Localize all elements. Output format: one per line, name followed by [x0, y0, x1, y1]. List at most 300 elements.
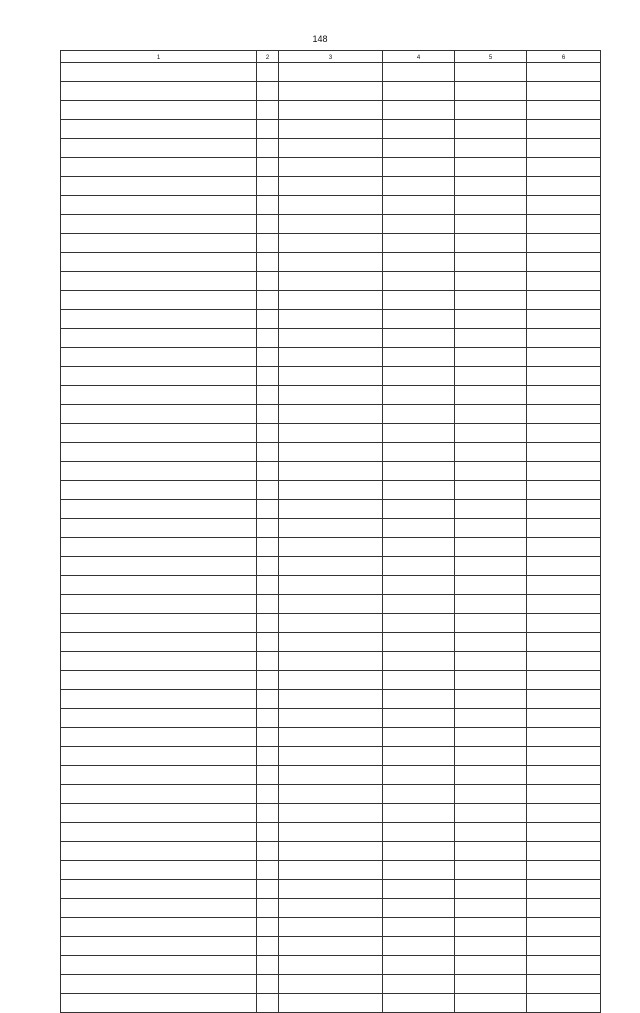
table-cell [455, 785, 527, 804]
table-cell [61, 424, 257, 443]
table-cell [257, 804, 279, 823]
table-cell [383, 424, 455, 443]
table-cell [279, 785, 383, 804]
table-cell [61, 880, 257, 899]
table-cell [455, 500, 527, 519]
table-cell [61, 367, 257, 386]
table-cell [279, 291, 383, 310]
table-cell [279, 690, 383, 709]
table-cell [455, 253, 527, 272]
table-cell [279, 880, 383, 899]
page-number: 148 [312, 34, 328, 44]
table-cell [279, 671, 383, 690]
table-cell [455, 405, 527, 424]
table-cell [61, 842, 257, 861]
column-number: 1 [61, 51, 257, 63]
table-cell [279, 633, 383, 652]
table-cell [527, 348, 601, 367]
table-cell [383, 918, 455, 937]
table-cell [383, 785, 455, 804]
table-cell [279, 348, 383, 367]
table-cell [527, 595, 601, 614]
table-cell [455, 177, 527, 196]
table-cell [383, 766, 455, 785]
report-body [61, 63, 601, 1013]
table-cell [527, 842, 601, 861]
table-cell [527, 519, 601, 538]
table-cell [383, 975, 455, 994]
table-cell [257, 994, 279, 1013]
table-row [61, 291, 601, 310]
table-row [61, 880, 601, 899]
table-cell [383, 614, 455, 633]
table-cell [257, 861, 279, 880]
table-cell [383, 272, 455, 291]
table-cell [61, 481, 257, 500]
table-cell [279, 766, 383, 785]
table-cell [257, 709, 279, 728]
table-row [61, 500, 601, 519]
table-cell [279, 196, 383, 215]
table-cell [455, 766, 527, 785]
table-row [61, 101, 601, 120]
report-table [60, 50, 601, 1013]
table-cell [257, 899, 279, 918]
table-cell [383, 652, 455, 671]
table-cell [257, 728, 279, 747]
table-cell [279, 329, 383, 348]
table-row [61, 747, 601, 766]
table-cell [527, 557, 601, 576]
table-cell [61, 671, 257, 690]
table-cell [279, 253, 383, 272]
column-number: 2 [257, 51, 279, 63]
table-cell [527, 253, 601, 272]
table-cell [455, 291, 527, 310]
table-cell [383, 500, 455, 519]
table-row [61, 253, 601, 272]
table-row [61, 671, 601, 690]
table-row [61, 538, 601, 557]
table-cell [61, 709, 257, 728]
table-cell [383, 747, 455, 766]
table-cell [257, 139, 279, 158]
table-row [61, 576, 601, 595]
table-cell [257, 975, 279, 994]
table-cell [383, 937, 455, 956]
table-cell [279, 937, 383, 956]
table-cell [257, 253, 279, 272]
table-cell [279, 158, 383, 177]
table-cell [383, 595, 455, 614]
table-cell [455, 272, 527, 291]
table-cell [527, 576, 601, 595]
table-cell [257, 272, 279, 291]
table-cell [383, 310, 455, 329]
table-cell [383, 462, 455, 481]
table-cell [527, 671, 601, 690]
column-number: 5 [455, 51, 527, 63]
table-cell [61, 101, 257, 120]
table-cell [455, 101, 527, 120]
table-cell [257, 918, 279, 937]
table-cell [61, 215, 257, 234]
table-cell [61, 538, 257, 557]
table-cell [257, 595, 279, 614]
table-row [61, 652, 601, 671]
table-cell [61, 234, 257, 253]
table-cell [61, 766, 257, 785]
table-cell [527, 101, 601, 120]
table-cell [257, 405, 279, 424]
table-cell [455, 709, 527, 728]
table-cell [527, 272, 601, 291]
table-cell [527, 899, 601, 918]
table-cell [455, 234, 527, 253]
table-cell [527, 424, 601, 443]
table-cell [455, 462, 527, 481]
table-cell [455, 842, 527, 861]
table-cell [455, 424, 527, 443]
table-cell [455, 196, 527, 215]
table-cell [257, 823, 279, 842]
table-cell [61, 120, 257, 139]
table-cell [527, 367, 601, 386]
table-row [61, 367, 601, 386]
table-cell [257, 690, 279, 709]
table-cell [383, 728, 455, 747]
table-cell [383, 101, 455, 120]
table-row [61, 994, 601, 1013]
table-cell [61, 785, 257, 804]
table-cell [455, 557, 527, 576]
table-cell [279, 861, 383, 880]
table-cell [257, 234, 279, 253]
table-row [61, 842, 601, 861]
table-cell [61, 899, 257, 918]
table-cell [61, 139, 257, 158]
table-cell [279, 177, 383, 196]
table-cell [455, 443, 527, 462]
table-cell [61, 614, 257, 633]
table-cell [61, 690, 257, 709]
table-cell [257, 956, 279, 975]
table-cell [257, 215, 279, 234]
table-cell [279, 500, 383, 519]
table-cell [455, 823, 527, 842]
table-row [61, 405, 601, 424]
table-cell [455, 994, 527, 1013]
table-cell [455, 899, 527, 918]
table-row [61, 937, 601, 956]
table-cell [455, 139, 527, 158]
table-row [61, 709, 601, 728]
table-cell [455, 690, 527, 709]
table-cell [383, 120, 455, 139]
table-row [61, 766, 601, 785]
table-row [61, 310, 601, 329]
table-cell [279, 519, 383, 538]
table-row [61, 690, 601, 709]
table-row [61, 272, 601, 291]
table-cell [61, 253, 257, 272]
table-cell [279, 994, 383, 1013]
table-cell [383, 481, 455, 500]
table-cell [527, 196, 601, 215]
table-cell [383, 633, 455, 652]
table-cell [279, 804, 383, 823]
table-row [61, 348, 601, 367]
table-cell [527, 386, 601, 405]
table-cell [279, 709, 383, 728]
table-row [61, 424, 601, 443]
table-cell [257, 671, 279, 690]
table-cell [383, 82, 455, 101]
table-cell [383, 215, 455, 234]
table-cell [279, 120, 383, 139]
table-row [61, 443, 601, 462]
table-cell [383, 367, 455, 386]
table-cell [383, 348, 455, 367]
table-cell [527, 804, 601, 823]
table-cell [527, 728, 601, 747]
table-cell [257, 747, 279, 766]
table-cell [527, 177, 601, 196]
table-cell [279, 462, 383, 481]
table-cell [527, 766, 601, 785]
table-cell [527, 918, 601, 937]
table-cell [527, 234, 601, 253]
table-cell [257, 652, 279, 671]
table-cell [61, 500, 257, 519]
table-cell [383, 253, 455, 272]
table-cell [257, 386, 279, 405]
table-row [61, 196, 601, 215]
table-cell [61, 63, 257, 82]
table-cell [527, 158, 601, 177]
table-cell [455, 918, 527, 937]
table-cell [61, 196, 257, 215]
table-cell [455, 519, 527, 538]
table-row [61, 728, 601, 747]
table-cell [527, 633, 601, 652]
table-cell [527, 937, 601, 956]
table-cell [61, 519, 257, 538]
table-cell [383, 386, 455, 405]
column-number: 4 [383, 51, 455, 63]
table-cell [527, 994, 601, 1013]
table-cell [383, 842, 455, 861]
table-cell [279, 595, 383, 614]
table-cell [257, 937, 279, 956]
table-cell [527, 139, 601, 158]
table-cell [257, 633, 279, 652]
table-cell [383, 861, 455, 880]
table-cell [527, 63, 601, 82]
table-cell [383, 804, 455, 823]
table-row [61, 63, 601, 82]
table-cell [527, 823, 601, 842]
table-cell [61, 462, 257, 481]
table-cell [527, 652, 601, 671]
table-cell [61, 918, 257, 937]
table-cell [455, 481, 527, 500]
table-cell [279, 310, 383, 329]
table-cell [61, 310, 257, 329]
table-row [61, 918, 601, 937]
table-cell [279, 557, 383, 576]
table-cell [257, 519, 279, 538]
table-cell [455, 956, 527, 975]
table-cell [279, 823, 383, 842]
table-row [61, 899, 601, 918]
table-cell [279, 538, 383, 557]
table-cell [257, 481, 279, 500]
table-cell [257, 462, 279, 481]
table-cell [383, 405, 455, 424]
table-cell [455, 215, 527, 234]
table-cell [279, 918, 383, 937]
table-cell [527, 481, 601, 500]
table-cell [279, 975, 383, 994]
table-cell [61, 994, 257, 1013]
table-cell [61, 595, 257, 614]
table-cell [383, 899, 455, 918]
table-cell [527, 975, 601, 994]
table-cell [527, 215, 601, 234]
table-cell [257, 348, 279, 367]
table-cell [257, 880, 279, 899]
table-cell [279, 842, 383, 861]
table-cell [383, 956, 455, 975]
table-cell [279, 747, 383, 766]
table-cell [279, 443, 383, 462]
table-cell [455, 158, 527, 177]
table-cell [455, 329, 527, 348]
table-cell [61, 956, 257, 975]
table-row [61, 481, 601, 500]
table-row [61, 82, 601, 101]
table-cell [257, 576, 279, 595]
table-cell [279, 576, 383, 595]
table-cell [61, 158, 257, 177]
table-cell [383, 158, 455, 177]
table-cell [257, 101, 279, 120]
table-cell [279, 82, 383, 101]
table-cell [257, 443, 279, 462]
table-cell [279, 614, 383, 633]
table-cell [455, 367, 527, 386]
table-cell [455, 975, 527, 994]
table-cell [61, 348, 257, 367]
table-row [61, 633, 601, 652]
table-cell [455, 671, 527, 690]
table-row [61, 139, 601, 158]
table-cell [257, 785, 279, 804]
table-row [61, 386, 601, 405]
table-row [61, 329, 601, 348]
table-cell [455, 937, 527, 956]
table-cell [257, 63, 279, 82]
table-cell [61, 576, 257, 595]
table-cell [61, 272, 257, 291]
table-row [61, 614, 601, 633]
table-cell [455, 120, 527, 139]
table-cell [61, 937, 257, 956]
table-cell [257, 291, 279, 310]
table-cell [527, 82, 601, 101]
table-cell [279, 899, 383, 918]
table-cell [383, 538, 455, 557]
table-cell [527, 880, 601, 899]
table-cell [61, 177, 257, 196]
table-cell [455, 538, 527, 557]
table-cell [383, 329, 455, 348]
table-row [61, 462, 601, 481]
table-row [61, 519, 601, 538]
table-cell [527, 538, 601, 557]
table-cell [383, 63, 455, 82]
table-cell [455, 386, 527, 405]
table-cell [455, 614, 527, 633]
table-cell [383, 994, 455, 1013]
table-cell [61, 804, 257, 823]
table-cell [527, 120, 601, 139]
table-cell [383, 139, 455, 158]
table-row [61, 215, 601, 234]
table-cell [455, 576, 527, 595]
table-cell [527, 462, 601, 481]
table-cell [257, 842, 279, 861]
table-cell [527, 614, 601, 633]
table-row [61, 557, 601, 576]
table-cell [527, 861, 601, 880]
table-row [61, 861, 601, 880]
table-cell [257, 329, 279, 348]
table-row [61, 120, 601, 139]
table-cell [383, 823, 455, 842]
table-cell [257, 120, 279, 139]
table-cell [527, 785, 601, 804]
table-row [61, 158, 601, 177]
table-cell [455, 747, 527, 766]
table-cell [61, 728, 257, 747]
table-cell [383, 690, 455, 709]
table-cell [383, 671, 455, 690]
table-cell [527, 443, 601, 462]
table-cell [257, 766, 279, 785]
table-row [61, 785, 601, 804]
table-cell [279, 405, 383, 424]
table-cell [61, 823, 257, 842]
table-cell [455, 861, 527, 880]
table-cell [527, 329, 601, 348]
table-cell [279, 101, 383, 120]
table-cell [61, 633, 257, 652]
table-cell [279, 424, 383, 443]
table-cell [279, 652, 383, 671]
table-row [61, 234, 601, 253]
table-cell [257, 424, 279, 443]
table-cell [527, 291, 601, 310]
table-cell [455, 804, 527, 823]
table-cell [527, 709, 601, 728]
table-cell [455, 595, 527, 614]
table-cell [61, 329, 257, 348]
table-cell [257, 196, 279, 215]
table-cell [455, 310, 527, 329]
table-cell [383, 880, 455, 899]
